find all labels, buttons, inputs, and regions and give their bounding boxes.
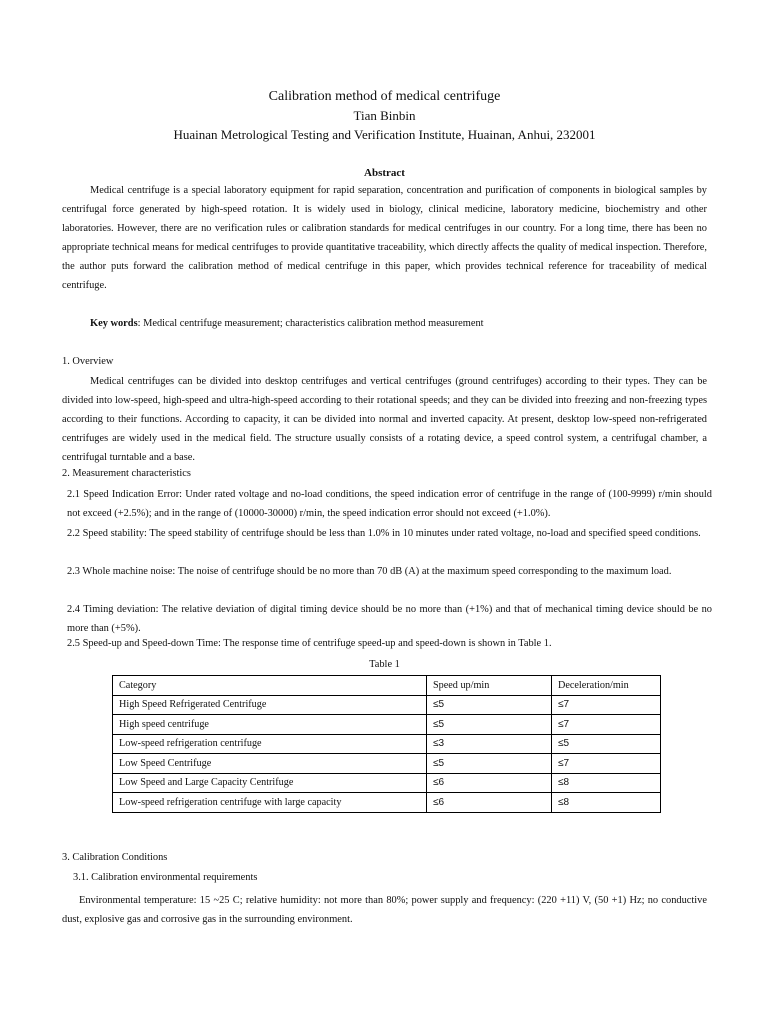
table-cell: ≤8 (552, 793, 661, 813)
section-3-1-text: Environmental temperature: 15 ~25 C; relative humidity: not more than 80%; power supply and frequency: (220 +11) V, (50 +1) Hz; no conductive dust, explosive gas and corrosive gas in the surrounding environment. (62, 895, 707, 926)
table-caption: Table 1 (369, 659, 400, 670)
abstract-text: Medical centrifuge is a special laboratory equipment for rapid separation, concentration and purification of components in biological samples by centrifugal force generated by high-speed rotation. It is widely used in biology, clinical medicine, laboratory medicine, biochemistry and other laboratories. However, there are no verification rules or calibration standards for medical centrifuges in our country. For a long time, there has been no appropriate technical means for medical centrifuges to provide quantitative traceability, which directly affects the quality of medical inspection. Therefore, the author puts forward the calibration method of medical centrifuge in this paper, which provides technical reference for traceability of medical centrifuge. (62, 185, 707, 292)
section-2-item-4: 2.4 Timing deviation: The relative deviation of digital timing device should be no more than (+1%) and that of mechanical timing device should be no more than (+5%). (67, 604, 712, 635)
section-1-heading: 1. Overview (62, 356, 114, 367)
table-row (113, 793, 661, 813)
table-row (113, 734, 661, 754)
table-cell: High Speed Refrigerated Centrifuge (113, 695, 427, 715)
table-row (113, 773, 661, 793)
author-affiliation: Huainan Metrological Testing and Verification Institute, Huainan, Anhui, 232001 (173, 127, 596, 142)
table-cell: Low Speed and Large Capacity Centrifuge (113, 773, 427, 793)
table-cell: ≤5 (427, 754, 552, 774)
table-cell: ≤6 (427, 773, 552, 793)
section-1-text: Medical centrifuges can be divided into desktop centrifuges and vertical centrifuges (ground centrifuges) according to their types. They can be divided into low-speed, high-speed and ultra-high-speed according to their rotational speeds; and they can be divided into freezing and non-freezing types according to their functions. According to capacity, it can be divided into normal and inverted capacity. At present, desktop low-speed non-refrigerated centrifuges are widely used in the medical field. The structure usually consists of a rotating device, a speed control system, a centrifugal chamber, a centrifugal turntable and a base. (62, 376, 707, 464)
keywords (90, 318, 484, 329)
table-1 (112, 675, 661, 813)
table-cell: ≤6 (427, 793, 552, 813)
table-cell: High speed centrifuge (113, 715, 427, 735)
table-cell: Low Speed Centrifuge (113, 754, 427, 774)
section-2-heading: 2. Measurement characteristics (62, 468, 191, 479)
section-2-item-3: 2.3 Whole machine noise: The noise of centrifuge should be no more than 70 dB (A) at the maximum speed corresponding to the maximum load. (67, 566, 672, 577)
section-3-1-heading: 3.1. Calibration environmental requirements (73, 872, 258, 883)
table-cell: Low-speed refrigeration centrifuge with large capacity (113, 793, 427, 813)
table-cell: ≤8 (552, 773, 661, 793)
table-cell: ≤5 (427, 715, 552, 735)
table-cell: ≤5 (552, 734, 661, 754)
table-cell: ≤7 (552, 754, 661, 774)
abstract-heading: Abstract (364, 167, 405, 179)
table-cell: ≤5 (427, 695, 552, 715)
table-cell: ≤7 (552, 715, 661, 735)
table-row (113, 754, 661, 774)
paper-title: Calibration method of medical centrifuge (268, 89, 501, 104)
table-header-cell: Category (113, 676, 427, 696)
section-2-item-1: 2.1 Speed Indication Error: Under rated voltage and no-load conditions, the speed indication error of centrifuge in the range of (100-9999) r/min should not exceed (+2.5%); and in the range of (10000-30000) r/min, the speed indication error should not exceed (+1.0%). (67, 489, 712, 520)
table-cell: Low-speed refrigeration centrifuge (113, 734, 427, 754)
section-3-heading: 3. Calibration Conditions (62, 852, 168, 863)
table-header-row (113, 676, 661, 696)
table-row (113, 715, 661, 735)
section-2-item-5: 2.5 Speed-up and Speed-down Time: The response time of centrifuge speed-up and speed-down is shown in Table 1. (67, 638, 552, 649)
table-cell: ≤3 (427, 734, 552, 754)
table-cell: ≤7 (552, 695, 661, 715)
keywords-text: : Medical centrifuge measurement; characteristics calibration method measurement (137, 318, 484, 329)
table-header-cell: Deceleration/min (552, 676, 661, 696)
section-2-item-2: 2.2 Speed stability: The speed stability of centrifuge should be less than 1.0% in 10 minutes under rated voltage, no-load and specified speed conditions. (67, 528, 701, 539)
table-header-cell: Speed up/min (427, 676, 552, 696)
table-row (113, 695, 661, 715)
keywords-label: Key words (90, 318, 138, 329)
author-name: Tian Binbin (353, 108, 416, 123)
